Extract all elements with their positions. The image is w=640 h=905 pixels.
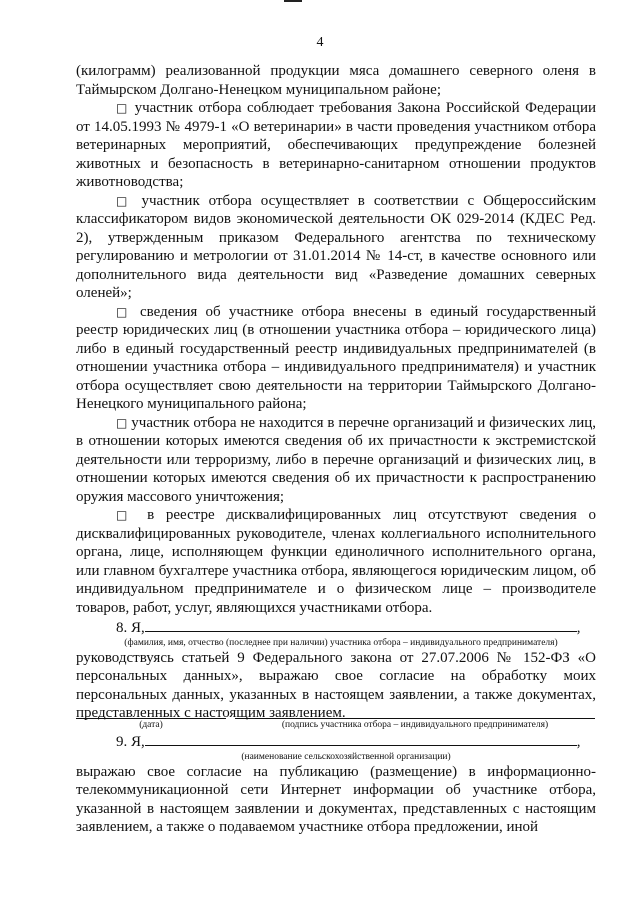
item-8-text: руководствуясь статьей 9 Федерального закона от 27.07.2006 № 152-ФЗ «О персональных данных», выражаю свое согласие на обработку моих персональных данных, указанных в настоящем заявлении, а также документах, представленных с настоящим заявлением.	[76, 649, 596, 721]
criterion-text: участник отбора соблюдает требования Закона Российской Федерации от 14.05.1993 № 4979-1 «О ветеринарии» в части проведения участником отбора ветеринарных мероприятий, обеспечивающих предупреждение болезней животных и безопасность в ветеринарно-санитарном отношении продуктов животноводства;	[76, 100, 596, 190]
criterion-disqualified	[76, 506, 596, 617]
item-9-text: выражаю свое согласие на публикацию (размещение) в информационно-телекоммуникационной сети Интернет информации об участнике отбора, указанной в настоящем заявлении и документах, представленных с настоящим заявлением, а также о подаваемом участнике отбора предложении, иной	[76, 763, 596, 835]
organization-entry-line[interactable]	[145, 745, 577, 746]
criterion-okved	[76, 192, 596, 303]
checkbox-bullet-icon: □	[116, 508, 136, 522]
body-text	[76, 62, 596, 723]
criterion-registry	[76, 303, 596, 414]
checkbox-bullet-icon: □	[116, 304, 132, 319]
page-number: 4	[316, 35, 324, 50]
checkbox-bullet-icon: □	[116, 101, 130, 115]
date-entry-line[interactable]	[76, 718, 226, 719]
criterion-text: сведения об участнике отбора внесены в единый государственный реестр юридических лиц (в отношении участника отбора – юридического лица) либо в единый государственный реестр индивидуальных предпринимателей (в отношении участника отбора – индивидуального предпринимателя) и участник отбора осуществляет свою деятельности на территории Таймырского Долгано-Ненецкого муниципального района;	[76, 303, 596, 412]
item-8-note: (фамилия, имя, отчество (последнее при наличии) участника отбора – индивидуального предпринимателя)	[124, 637, 558, 648]
item-9-lead: 9. Я,	[116, 734, 145, 750]
signature-entry-line[interactable]	[235, 718, 595, 719]
item-8-lead: 8. Я,	[116, 620, 145, 636]
criterion-extremism	[76, 414, 596, 507]
date-label: (дата)	[139, 720, 163, 730]
paragraph-continuation: (килограмм) реализованной продукции мяса домашнего северного оленя в Таймырском Долгано-Ненецком муниципальном районе;	[76, 63, 596, 98]
criterion-text: в реестре дисквалифицированных лиц отсутствуют сведения о дисквалифицированных руководителе, членах коллегиального исполнительного органа, лице, исполняющем функции единоличного исполнительного органа, или главном бухгалтере участника отбора, являющегося юридическим лицом, об индивидуальном предпринимателе и о физическом лице – производителе товаров, работ, услуг, являющихся участниками отбора.	[76, 507, 597, 616]
name-entry-line[interactable]	[145, 631, 577, 632]
criterion-text: участник отбора осуществляет в соответствии с Общероссийским классификатором видов экономической деятельности ОК 029-2014 (КДЕС Ред. 2), утвержденным приказом Федерального агентства по техническому регулированию и метрологии от 31.01.2014 № 14-ст, в качестве основного или дополнительного вида деятельности вид «Разведение домашних северных оленей»;	[76, 192, 596, 301]
criterion-text: участник отбора не находится в перечне организаций и физических лиц, в отношении которых имеются сведения об их причастности к экстремистской деятельности или терроризму, либо в перечне организаций и физических лиц, в отношении которых имеются сведения об их причастности к распространению оружия массового уничтожения;	[76, 414, 597, 505]
item-9-block	[76, 733, 596, 837]
item-9-note: (наименование сельскохозяйственной организации)	[241, 751, 451, 762]
checkbox-bullet-icon: □	[116, 415, 128, 430]
checkbox-bullet-icon: □	[116, 193, 133, 208]
top-edge-mark	[284, 0, 302, 2]
item-8-line: 8. Я, ,	[116, 620, 581, 636]
signature-label: (подпись участника отбора – индивидуального предпринимателя)	[281, 720, 549, 730]
item-9-line: 9. Я, ,	[116, 734, 581, 750]
criterion-veterinary	[76, 99, 596, 192]
